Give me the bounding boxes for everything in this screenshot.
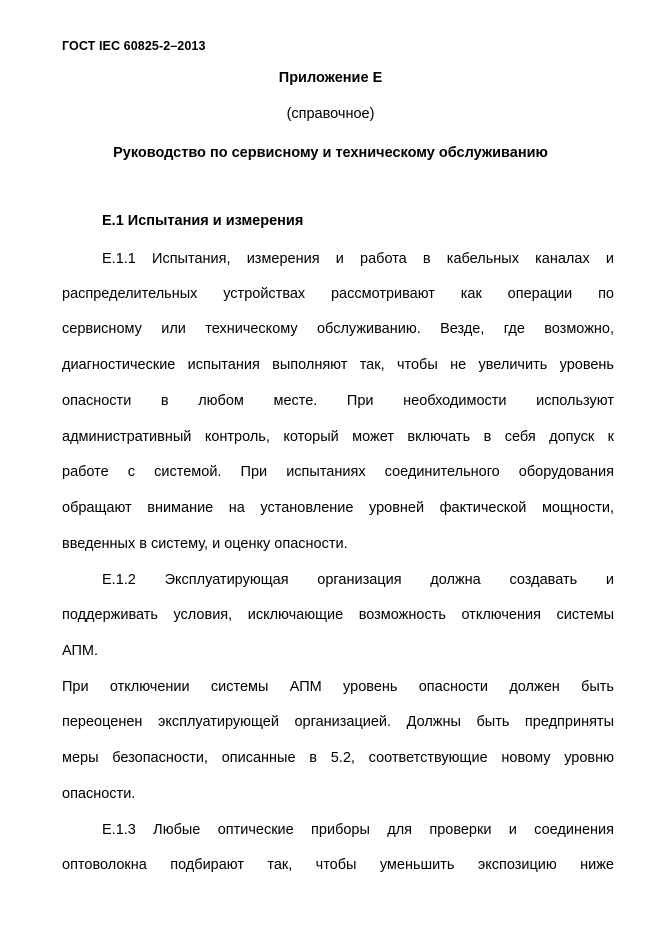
section-heading: Е.1 Испытания и измерения — [102, 213, 304, 229]
body-line: работе с системой. При испытаниях соединительного оборудования — [62, 464, 614, 480]
document-id: ГОСТ IEC 60825-2–2013 — [62, 39, 206, 53]
body-line: опасности. — [62, 786, 136, 802]
body-line: распределительных устройствах рассмотривают как операции по — [62, 286, 614, 302]
body-line: обращают внимание на установление уровней фактической мощности, — [62, 500, 614, 516]
body-line: Е.1.1 Испытания, измерения и работа в кабельных каналах и — [102, 251, 614, 267]
body-line: административный контроль, который может включать в себя допуск к — [62, 429, 614, 445]
body-line: меры безопасности, описанные в 5.2, соответствующие новому уровню — [62, 750, 614, 766]
body-line: Е.1.3 Любые оптические приборы для проверки и соединения — [102, 822, 614, 838]
body-line: поддерживать условия, исключающие возможность отключения системы — [62, 607, 614, 623]
body-line: АПМ. — [62, 643, 99, 659]
body-line: Е.1.2 Эксплуатирующая организация должна создавать и — [102, 572, 614, 588]
body-line: переоценен эксплуатирующей организацией. Должны быть предприняты — [62, 714, 614, 730]
body-line: диагностические испытания выполняют так, чтобы не увеличить уровень — [62, 357, 614, 373]
body-line: оптоволокна подбирают так, чтобы уменьшить экспозицию ниже — [62, 857, 614, 873]
annex-heading: Руководство по сервисному и техническому обслуживанию — [113, 145, 548, 161]
annex-title: Приложение Е — [278, 70, 383, 86]
body-line: При отключении системы АПМ уровень опасности должен быть — [62, 679, 614, 695]
body-line: введенных в систему, и оценку опасности. — [62, 536, 348, 552]
annex-subtitle: (справочное) — [286, 106, 375, 122]
body-line: сервисному или техническому обслуживанию. Везде, где возможно, — [62, 321, 614, 337]
body-line: опасности в любом месте. При необходимости используют — [62, 393, 614, 409]
